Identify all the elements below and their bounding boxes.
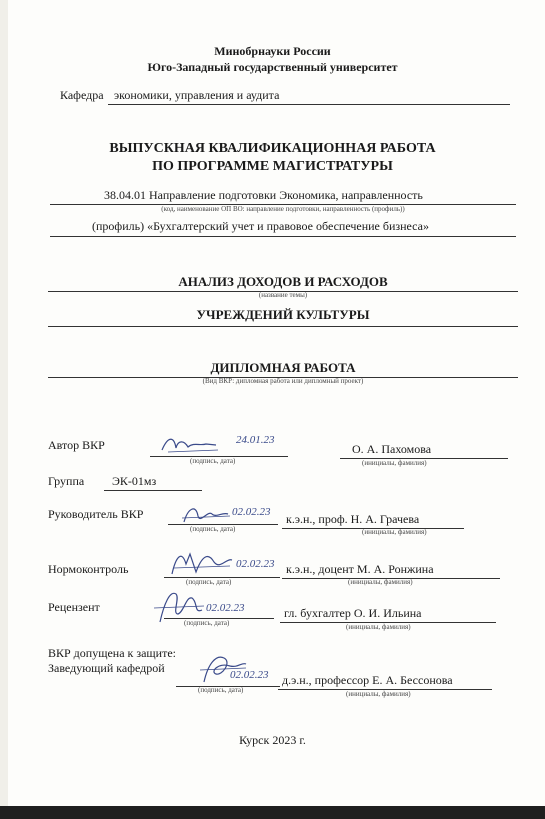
supervisor-label: Руководитель ВКР (48, 507, 144, 521)
reviewer-name: гл. бухгалтер О. И. Ильина (284, 606, 422, 620)
department-label: Кафедра (60, 88, 104, 102)
department-underline (108, 104, 510, 105)
head-name-caption: (инициалы, фамилия) (346, 690, 411, 698)
head-name: д.э.н., профессор Е. А. Бессонова (282, 673, 453, 687)
program-underline2 (50, 236, 516, 237)
city-year: Курск 2023 г. (239, 733, 306, 747)
topic-line1: АНАЛИЗ ДОХОДОВ И РАСХОДОВ (178, 274, 388, 289)
page-edge (0, 0, 8, 819)
supervisor-date: 02.02.23 (232, 506, 271, 518)
department-head-label: Заведующий кафедрой (48, 661, 165, 675)
normcontrol-name-caption: (инициалы, фамилия) (348, 578, 413, 586)
normcontrol-sig-caption: (подпись, дата) (186, 578, 232, 586)
normcontrol-name: к.э.н., доцент М. А. Ронжина (286, 562, 434, 576)
topic-line2: УЧРЕЖДЕНИЙ КУЛЬТУРЫ (196, 307, 370, 322)
head-signature-icon (196, 646, 250, 688)
reviewer-label: Рецензент (48, 600, 100, 614)
program-line2: (профиль) «Бухгалтерский учет и правовое обеспечение бизнеса» (92, 219, 429, 233)
work-type-caption: (Вид ВКР: дипломная работа или дипломный проект) (202, 377, 364, 385)
author-label: Автор ВКР (48, 438, 105, 452)
group-value: ЭК-01мз (112, 474, 157, 488)
group-underline (104, 490, 202, 491)
work-type-value: ДИПЛОМНАЯ РАБОТА (210, 360, 356, 375)
author-signature-icon (158, 430, 238, 458)
admission-label: ВКР допущена к защите: (48, 646, 176, 660)
author-name: О. А. Пахомова (352, 442, 432, 456)
reviewer-sig-caption: (подпись, дата) (184, 619, 230, 627)
group-label: Группа (48, 474, 85, 488)
normcontrol-date: 02.02.23 (236, 558, 275, 570)
normcontrol-signature-icon (168, 546, 236, 580)
document-title-line2: ПО ПРОГРАММЕ МАГИСТРАТУРЫ (152, 159, 393, 174)
head-sig-caption: (подпись, дата) (198, 686, 244, 694)
topic-underline2 (48, 326, 518, 327)
supervisor-name-caption: (инициалы, фамилия) (362, 528, 427, 536)
supervisor-sig-caption: (подпись, дата) (190, 525, 236, 533)
reviewer-name-caption: (инициалы, фамилия) (346, 623, 411, 631)
document-title-line1: ВЫПУСКНАЯ КВАЛИФИКАЦИОННАЯ РАБОТА (109, 141, 436, 156)
head-date: 02.02.23 (230, 669, 269, 681)
department-value: экономики, управления и аудита (114, 88, 280, 102)
scan-bottom-edge (0, 806, 545, 819)
author-sig-caption: (подпись, дата) (190, 457, 236, 465)
program-caption: (код, наименование ОП ВО: направление подготовки, направленность (профиль)) (161, 205, 405, 213)
ministry-title: Минобрнауки России (214, 44, 331, 58)
program-line1: 38.04.01 Направление подготовки Экономика, направленность (104, 188, 423, 202)
university-title: Юго-Западный государственный университет (147, 60, 398, 74)
supervisor-name: к.э.н., проф. Н. А. Грачева (286, 512, 420, 526)
author-date: 24.01.23 (236, 434, 275, 446)
author-name-caption: (инициалы, фамилия) (362, 459, 427, 467)
normcontrol-label: Нормоконтроль (48, 562, 129, 576)
reviewer-date: 02.02.23 (206, 602, 245, 614)
topic-caption: (название темы) (258, 291, 308, 299)
